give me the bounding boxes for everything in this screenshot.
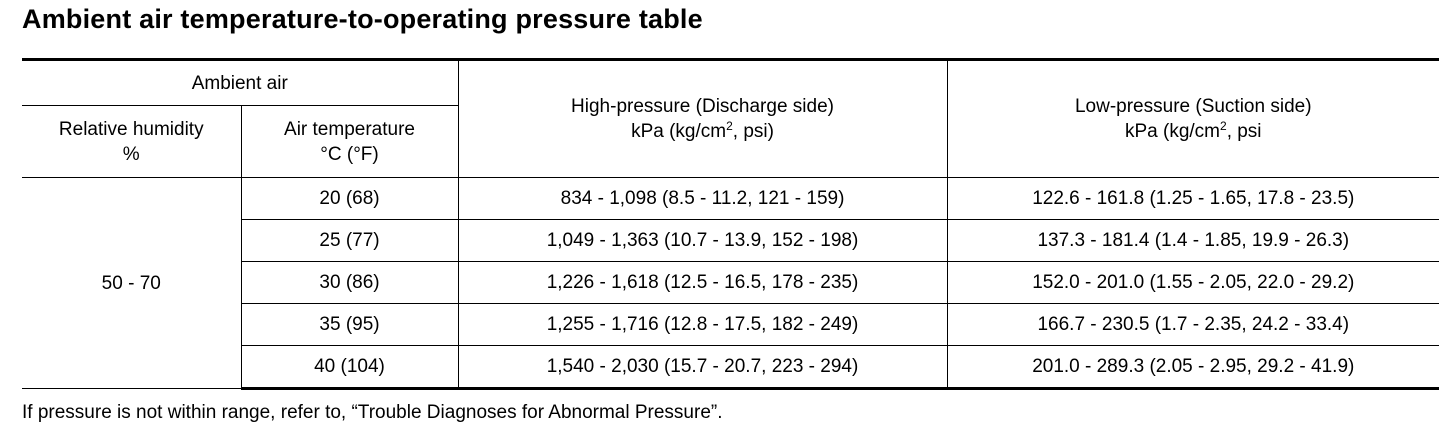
page-title: Ambient air temperature-to-operating pressure table [22,4,703,34]
high-pressure-cell: 834 - 1,098 (8.5 - 11.2, 121 - 159) [458,178,947,220]
high-pressure-cell: 1,226 - 1,618 (12.5 - 16.5, 178 - 235) [458,262,947,304]
low-pressure-cell: 166.7 - 230.5 (1.7 - 2.35, 24.2 - 33.4) [947,304,1439,346]
table-row [22,178,1439,220]
high-pressure-cell: 1,049 - 1,363 (10.7 - 13.9, 152 - 198) [458,220,947,262]
low-pressure-cell: 201.0 - 289.3 (2.05 - 2.95, 29.2 - 41.9) [947,346,1439,389]
footnote: If pressure is not within range, refer to, “Trouble Diagnoses for Abnormal Pressure”. [22,402,723,423]
low-pressure-header [947,60,1439,178]
high-pressure-unit: kPa ($kg/cm^2$, psi) [631,119,774,142]
high-pressure-label: High-pressure (Discharge side) [571,96,834,117]
pressure-table [22,58,1439,390]
temp-cell: 20 (68) [241,178,458,220]
high-pressure-header [458,60,947,178]
low-pressure-cell: 122.6 - 161.8 (1.25 - 1.65, 17.8 - 23.5) [947,178,1439,220]
temp-cell: 35 (95) [241,304,458,346]
low-pressure-label: Low-pressure (Suction side) [1074,96,1312,117]
temp-cell: 30 (86) [241,262,458,304]
low-pressure-cell: 152.0 - 201.0 (1.55 - 2.05, 22.0 - 29.2) [947,262,1439,304]
high-pressure-cell: 1,540 - 2,030 (15.7 - 20.7, 223 - 294) [458,346,947,389]
low-pressure-cell: 137.3 - 181.4 (1.4 - 1.85, 19.9 - 26.3) [947,220,1439,262]
temp-cell: 40 (104) [241,346,458,389]
humidity-range-cell: 50 - 70 [22,178,241,389]
high-pressure-cell: 1,255 - 1,716 (12.8 - 17.5, 182 - 249) [458,304,947,346]
header-row-1 [22,60,1439,106]
ambient-air-header: Ambient air [22,60,458,106]
air-temperature-header: Air temperature °C (°F) [241,106,458,178]
low-pressure-unit: kPa ($kg/cm^2$, psi [1124,119,1262,142]
relative-humidity-header: Relative humidity % [22,106,241,178]
temp-cell: 25 (77) [241,220,458,262]
